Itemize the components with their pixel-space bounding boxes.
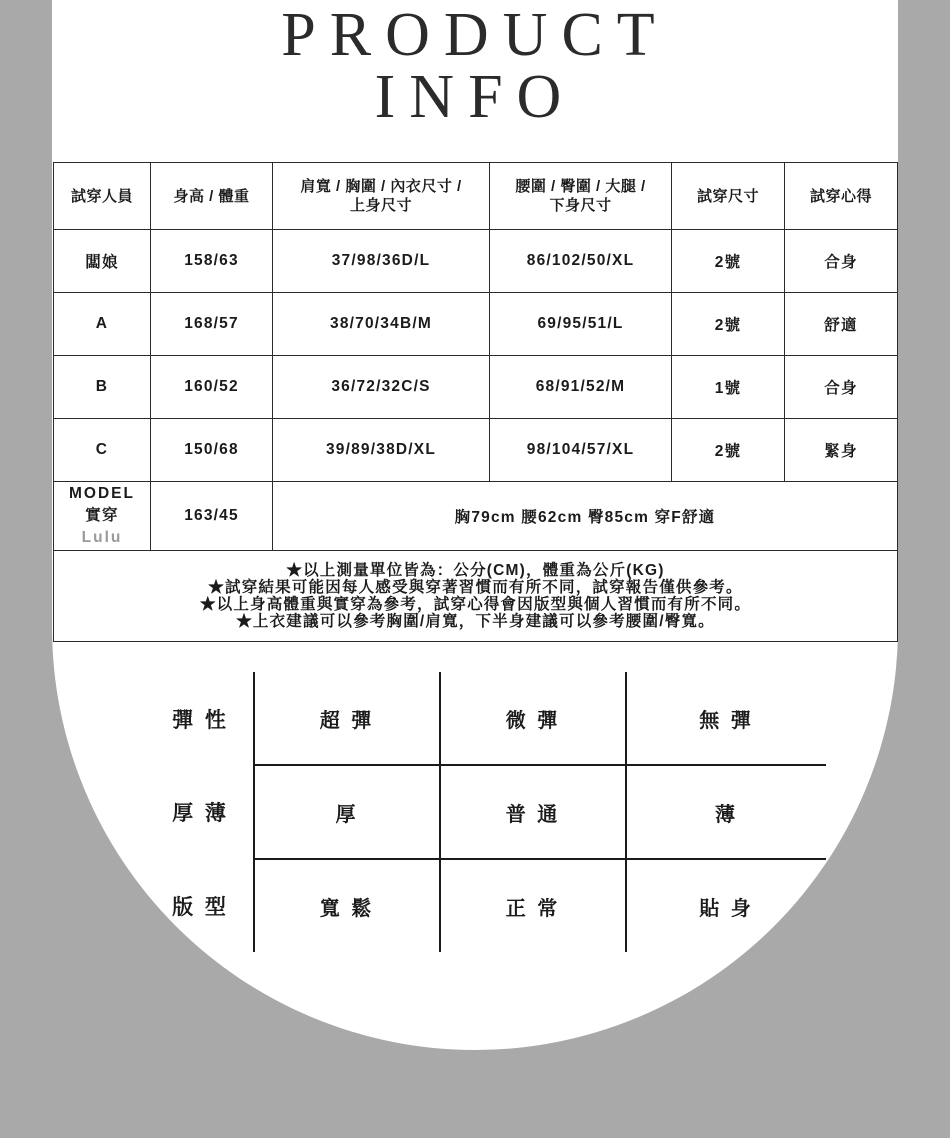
header-size-worn: 試穿尺寸 [672, 163, 785, 230]
cell-body: 150/68 [151, 419, 273, 482]
cell-upper: 39/89/38D/XL [273, 419, 490, 482]
cell-body: 158/63 [151, 230, 273, 293]
cell-comment: 舒適 [785, 293, 898, 356]
note-line: ★上衣建議可以參考胸圍/肩寬，下半身建議可以參考腰圍/臀寬。 [236, 613, 715, 630]
note-line: ★以上身高體重與實穿為參考，試穿心得會因版型與個人習慣而有所不同。 [199, 596, 752, 613]
fitting-info-table [53, 162, 898, 642]
cell-size: 1號 [672, 356, 785, 419]
header-feedback: 試穿心得 [785, 163, 898, 230]
cell-lower: 86/102/50/XL [490, 230, 672, 293]
table-row [54, 293, 898, 356]
model-label-zh: 實穿 [85, 507, 119, 524]
property-option-thin: 薄 [626, 765, 826, 859]
property-option-normal-thickness: 普 通 [440, 765, 626, 859]
property-row-elasticity [148, 672, 826, 765]
cell-upper: 37/98/36D/L [273, 230, 490, 293]
cell-person: A [54, 293, 151, 356]
page-title-line-1: PRODUCT [281, 1, 669, 69]
table-header-row [54, 163, 898, 230]
property-option-super-stretch: 超 彈 [254, 672, 440, 765]
property-option-loose: 寬 鬆 [254, 859, 440, 952]
property-row-thickness [148, 765, 826, 859]
cell-size: 2號 [672, 230, 785, 293]
property-label-elasticity: 彈 性 [148, 672, 254, 765]
page-title-line-2: INFO [374, 63, 576, 131]
notes-cell [54, 551, 898, 642]
cell-model-label [54, 482, 151, 551]
page-title [0, 1, 950, 131]
note-line: ★試穿結果可能因每人感受與穿著習慣而有所不同，試穿報告僅供參考。 [208, 579, 743, 596]
cell-body: 168/57 [151, 293, 273, 356]
cell-size: 2號 [672, 419, 785, 482]
table-row-notes [54, 551, 898, 642]
header-person: 試穿人員 [54, 163, 151, 230]
property-label-thickness: 厚 薄 [148, 765, 254, 859]
cell-comment: 合身 [785, 230, 898, 293]
cell-lower: 68/91/52/M [490, 356, 672, 419]
cell-lower: 69/95/51/L [490, 293, 672, 356]
model-label-en: MODEL [69, 485, 135, 502]
property-option-thick: 厚 [254, 765, 440, 859]
cell-body: 160/52 [151, 356, 273, 419]
header-lower-measurements: 腰圍 / 臀圍 / 大腿 / 下身尺寸 [490, 163, 672, 230]
property-table-wrapper [148, 672, 812, 952]
cell-size: 2號 [672, 293, 785, 356]
model-name: Lulu [81, 529, 123, 546]
property-option-slim: 貼 身 [699, 897, 754, 920]
table-row [54, 230, 898, 293]
property-option-normal-fit: 正 常 [440, 859, 626, 952]
cell-upper: 38/70/34B/M [273, 293, 490, 356]
cell-model-body: 163/45 [151, 482, 273, 551]
table-row [54, 356, 898, 419]
property-row-fit [148, 859, 826, 952]
property-label-fit: 版 型 [148, 859, 254, 952]
cell-upper: 36/72/32C/S [273, 356, 490, 419]
cell-comment: 緊身 [785, 419, 898, 482]
cell-model-description: 胸79cm 腰62cm 臀85cm 穿F舒適 [273, 482, 898, 551]
cell-person: 闆娘 [54, 230, 151, 293]
note-line: ★以上測量單位皆為：公分(CM)，體重為公斤(KG) [286, 562, 665, 579]
header-height-weight: 身高 / 體重 [151, 163, 273, 230]
cell-lower: 98/104/57/XL [490, 419, 672, 482]
property-option-no-stretch: 無 彈 [626, 672, 826, 765]
property-option-slight-stretch: 微 彈 [440, 672, 626, 765]
table-row [54, 419, 898, 482]
header-upper-measurements: 肩寬 / 胸圍 / 內衣尺寸 / 上身尺寸 [273, 163, 490, 230]
property-table [148, 672, 826, 952]
cell-person: B [54, 356, 151, 419]
cell-comment: 合身 [785, 356, 898, 419]
table-row-model [54, 482, 898, 551]
cell-person: C [54, 419, 151, 482]
